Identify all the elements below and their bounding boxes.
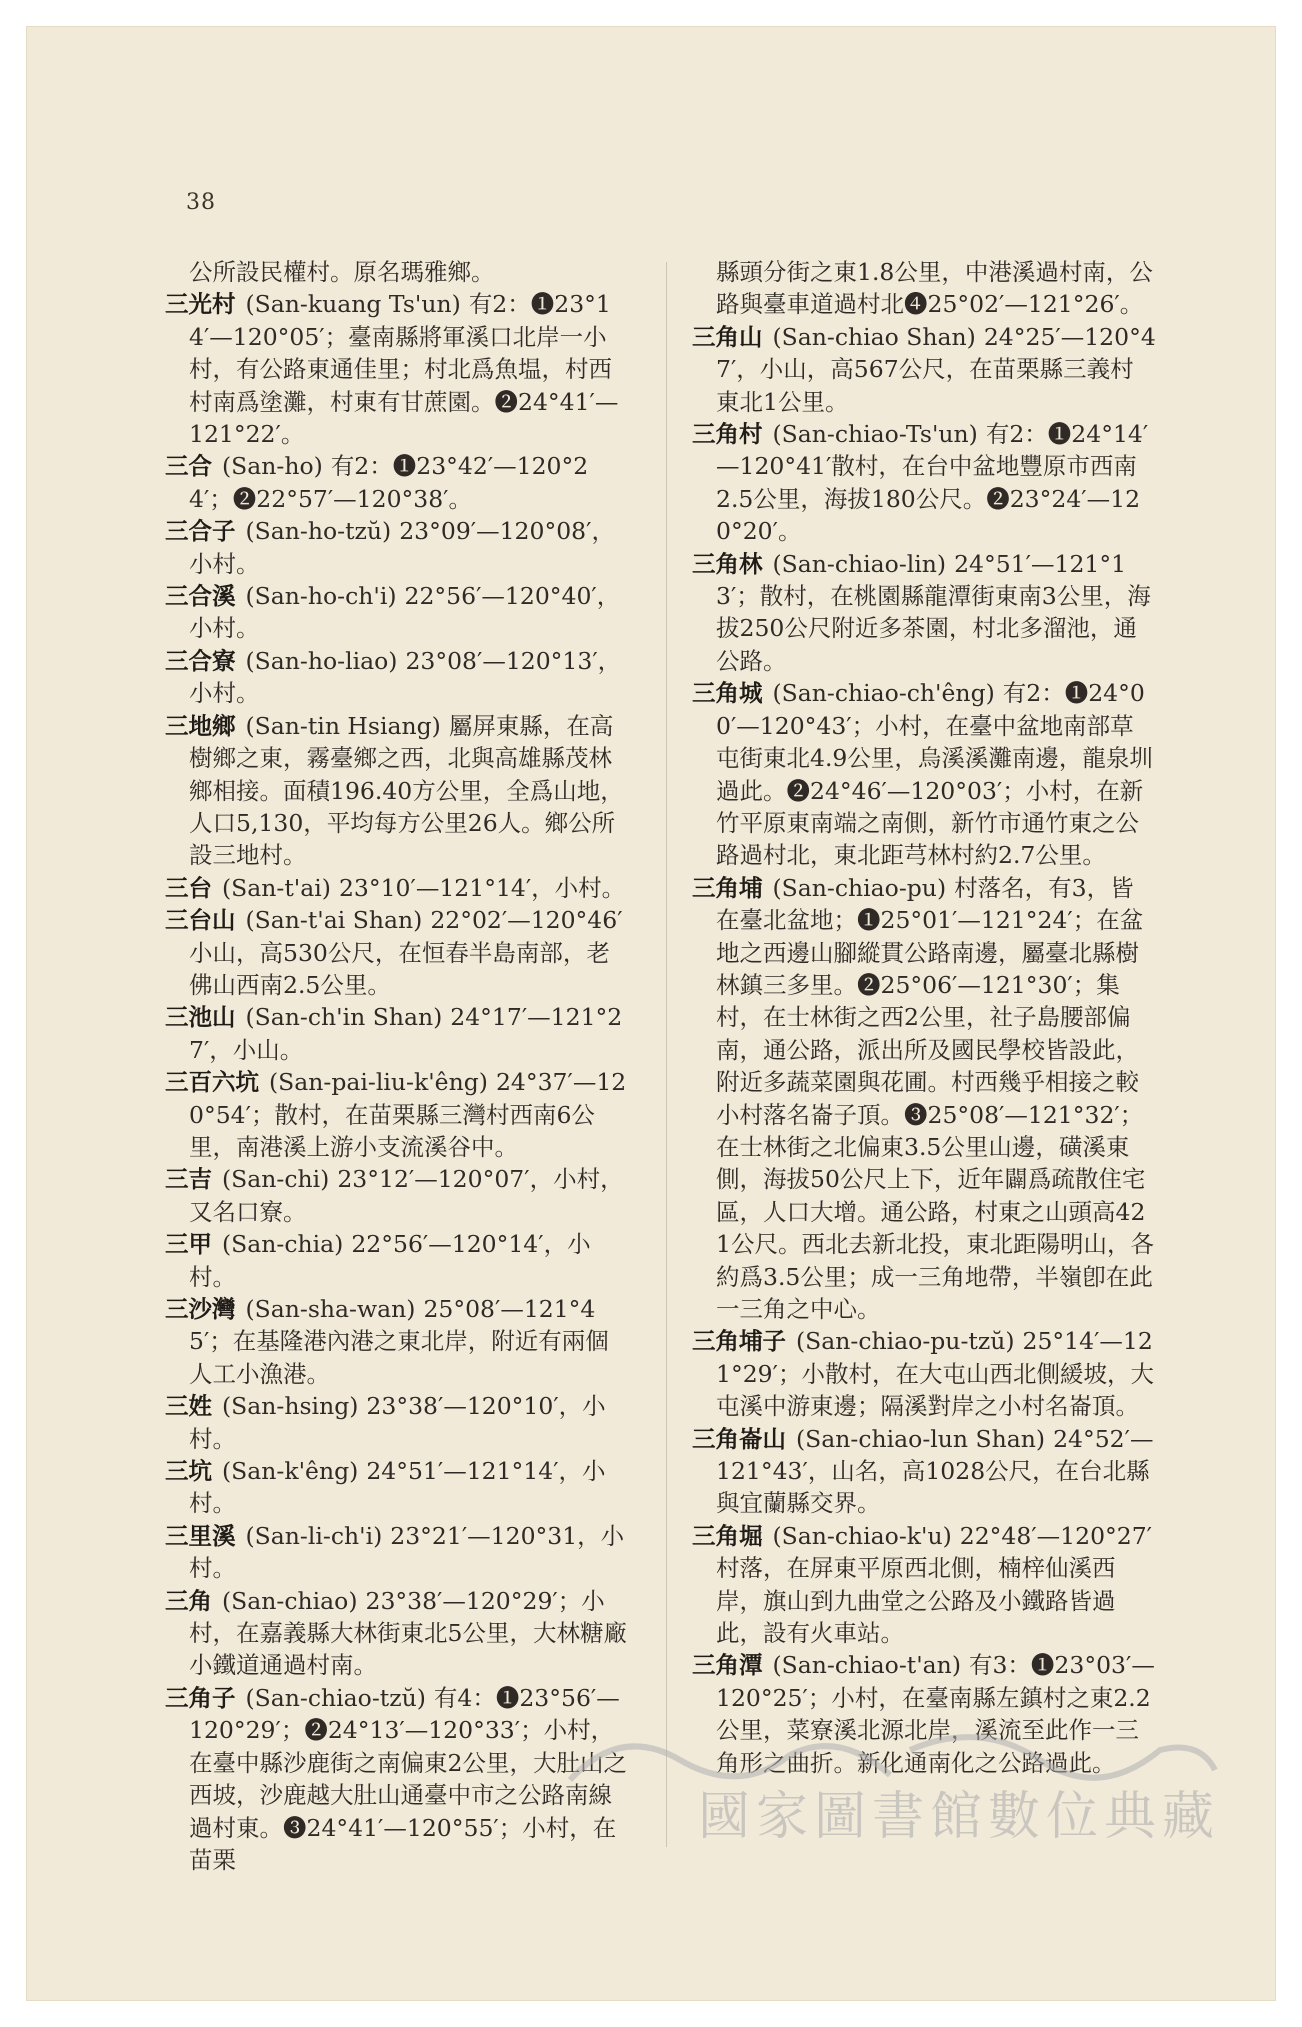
gazetteer-entry	[165, 1228, 630, 1293]
column-divider	[666, 262, 667, 1847]
gazetteer-entry	[165, 1455, 630, 1520]
entry-headword: 三吉	[165, 1165, 212, 1194]
entry-romanization: (San-chiao-t'an)	[772, 1651, 961, 1680]
entry-headword: 三角埔	[692, 873, 763, 902]
gazetteer-entry	[692, 872, 1157, 1326]
entry-headword: 三光村	[165, 290, 236, 319]
entry-romanization: (San-t'ai Shan)	[245, 906, 423, 935]
entry-text: 25°14′—121°29′；小散村，在大屯山西北側緩坡，大屯溪中游東邊；隔溪對岸之小村名崙頂。	[716, 1327, 1154, 1421]
entry-text: 有2：❶24°00′—120°43′；小村，在臺中盆地南部草屯街東北4.9公里，烏溪溪灘南邊，龍泉圳過此。❷24°46′—120°03′；小村，在新竹平原東南端之南側，新竹市通竹東之公路過村北，東北距芎林村約2.7公里。	[716, 679, 1153, 870]
entry-romanization: (San-hsing)	[222, 1392, 359, 1421]
gazetteer-entry	[165, 1520, 630, 1585]
entry-text: 24°17′—121°27′，小山。	[189, 1003, 623, 1064]
gazetteer-entry	[692, 677, 1157, 871]
entry-text: 有2：❶23°42′—120°24′；❷22°57′—120°38′。	[189, 452, 589, 513]
entry-text: 23°21′—120°31，小村。	[189, 1521, 625, 1583]
entry-romanization: (San-pai-liu-k'êng)	[269, 1068, 488, 1097]
entry-headword: 三角村	[692, 420, 763, 449]
entry-text: 有4：❶23°56′—120°29′；❷24°13′—120°33′；小村，在臺中縣沙鹿街之南偏東2公里，大肚山之西坡，沙鹿越大肚山通臺中市之公路南線過村東。❸24°41′—120°55′；小村，在苗栗	[189, 1683, 627, 1874]
entry-headword: 三合子	[165, 517, 236, 546]
gazetteer-entry	[692, 548, 1157, 678]
entry-text: 屬屏東縣，在高樹鄉之東，霧臺鄉之西，北與高雄縣茂林鄉相接。面積196.40方公里，全爲山地，人口5,130，平均每方公里26人。鄉公所設三地村。	[189, 711, 624, 870]
right-column	[692, 256, 1157, 1779]
gazetteer-entry	[165, 872, 630, 904]
gazetteer-entry	[165, 450, 630, 515]
entry-text: 22°56′—120°40′，小村。	[189, 582, 621, 643]
entry-headword: 三角子	[165, 1683, 236, 1712]
watermark-text: 國家圖書館數位典藏	[697, 1787, 1220, 1847]
gazetteer-entry	[165, 1293, 630, 1390]
entry-romanization: (San-chia)	[222, 1230, 344, 1259]
entry-text: 22°02′—120°46′小山，高530公尺，在恒春半島南部，老佛山西南2.5公里。	[189, 906, 623, 999]
entry-text: 25°08′—121°45′；在基隆港內港之東北岸，附近有兩個人工小漁港。	[189, 1295, 609, 1388]
entry-headword: 三合溪	[165, 582, 236, 611]
entry-romanization: (San-ho-tzŭ)	[245, 517, 392, 546]
entry-headword: 三池山	[165, 1003, 236, 1032]
gazetteer-entry	[165, 580, 630, 645]
entry-text: 公所設民權村。原名瑪雅鄉。	[189, 258, 495, 286]
gazetteer-entry	[165, 515, 630, 580]
entry-romanization: (San-t'ai)	[222, 873, 331, 902]
gazetteer-entry	[692, 1423, 1157, 1520]
entry-romanization: (San-chiao-ch'êng)	[772, 679, 995, 708]
entry-romanization: (San-chi)	[222, 1165, 330, 1194]
entry-headword: 三合寮	[165, 646, 236, 675]
entry-headword: 三角山	[692, 322, 763, 351]
gazetteer-entry	[692, 1520, 1157, 1650]
entry-text: 有2：❶24°14′—120°41′散村，在台中盆地豐原市西南2.5公里，海拔180公尺。❷23°24′—120°20′。	[716, 420, 1149, 546]
entry-romanization: (San-tin Hsiang)	[245, 711, 441, 740]
entry-text: 縣頭分街之東1.8公里，中港溪過村南，公路與臺車道過村北❹25°02′—121°26′。	[716, 258, 1153, 319]
left-column	[165, 256, 630, 1876]
entry-text: 23°10′—121°14′，小村。	[338, 873, 626, 902]
entry-romanization: (San-chiao-Ts'un)	[772, 420, 978, 449]
entry-text: 22°48′—120°27′村落，在屏東平原西北側，楠梓仙溪西岸，旗山到九曲堂之公路及小鐵路皆過此，設有火車站。	[716, 1521, 1153, 1648]
gazetteer-entry	[165, 288, 630, 450]
entry-romanization: (San-chiao-tzŭ)	[245, 1683, 426, 1712]
entry-romanization: (San-ho-ch'i)	[245, 582, 397, 611]
entry-romanization: (San-chiao-lin)	[772, 549, 947, 578]
entry-text: 有2：❶23°14′—120°05′；臺南縣將軍溪口北岸一小村，有公路東通佳里；村北爲魚塭，村西村南爲塗灘，村東有甘蔗園。❷24°41′—121°22′。	[189, 290, 619, 449]
gazetteer-entry	[165, 904, 630, 1001]
entry-text: 村落名，有3，皆在臺北盆地；❶25°01′—121°24′；在盆地之西邊山腳縱貫公路南邊，屬臺北縣樹林鎮三多里。❷25°06′—121°30′；集村，在士林街之西2公里，社子島腰部偏南，通公路，派出所及國民學校皆設此，附近多蔬菜園與花圃。村西幾乎相接之較小村落名崙子頂。❸25°08′—121°32′；在士林街之北偏東3.5公里山邊，磺溪東側，海拔50公尺上下，近年闢爲疏散住宅區，人口大增。通公路，村東之山頭高421公尺。西北去新北投，東北距陽明山，各約爲3.5公里；成一三角地帶，半嶺卽在此一三角之中心。	[716, 873, 1154, 1323]
gazetteer-entry	[165, 645, 630, 710]
entry-romanization: (San-chiao Shan)	[772, 322, 976, 351]
entry-text: 23°08′—120°13′，小村。	[189, 646, 622, 708]
entry-headword: 三角城	[692, 679, 763, 708]
entry-text: 24°51′—121°14′，小村。	[189, 1457, 606, 1518]
entry-text: 24°25′—120°47′，小山，高567公尺，在苗栗縣三義村東北1公里。	[716, 322, 1156, 416]
entry-romanization: (San-chiao-pu)	[772, 873, 947, 902]
gazetteer-entry	[165, 1066, 630, 1163]
gazetteer-entry	[165, 1163, 630, 1228]
entry-text: 24°37′—120°54′；散村，在苗栗縣三灣村西南6公里，南港溪上游小支流溪谷中。	[189, 1068, 627, 1161]
entry-text: 22°56′—120°14′，小村。	[189, 1230, 591, 1291]
gazetteer-entry	[692, 418, 1157, 548]
entry-romanization: (San-chiao-k'u)	[772, 1521, 952, 1550]
entry-headword: 三里溪	[165, 1521, 236, 1550]
entry-text: 23°38′—120°10′，小村。	[189, 1392, 606, 1453]
entry-headword: 三合	[165, 452, 212, 481]
entry-headword: 三百六坑	[165, 1068, 259, 1097]
entry-headword: 三台	[165, 873, 212, 902]
entry-headword: 三地鄉	[165, 711, 236, 740]
continued-text	[692, 256, 1157, 321]
entry-romanization: (San-sha-wan)	[245, 1295, 416, 1323]
gazetteer-entry	[165, 1390, 630, 1455]
entry-romanization: (San-ch'in Shan)	[245, 1003, 443, 1032]
entry-headword: 三姓	[165, 1392, 212, 1421]
entry-headword: 三甲	[165, 1230, 212, 1259]
entry-headword: 三角潭	[692, 1651, 763, 1680]
continued-text	[165, 256, 630, 288]
gazetteer-entry	[165, 710, 630, 872]
entry-headword: 三角埔子	[692, 1327, 786, 1356]
entry-text: 23°12′—120°07′，小村，又名口寮。	[189, 1165, 624, 1226]
entry-headword: 三沙灣	[165, 1295, 236, 1323]
entry-headword: 三台山	[165, 906, 236, 935]
entry-headword: 三角	[165, 1586, 212, 1615]
gazetteer-entry	[165, 1585, 630, 1682]
entry-romanization: (San-chiao-lun Shan)	[796, 1424, 1046, 1453]
entry-romanization: (San-ho)	[222, 452, 323, 481]
library-watermark	[560, 1720, 1220, 1847]
page-number: 38	[186, 190, 216, 215]
entry-romanization: (San-k'êng)	[222, 1457, 359, 1486]
entry-romanization: (San-ho-liao)	[245, 646, 398, 675]
entry-text: 有3：❶23°03′—120°25′；小村，在臺南縣左鎮村之東2.2公里，菜寮溪北源北岸，溪流至此作一三角形之曲折。新化通南化之公路過此。	[716, 1651, 1155, 1777]
entry-headword: 三坑	[165, 1457, 212, 1486]
entry-text: 23°09′—120°08′，小村。	[189, 517, 615, 578]
gazetteer-entry	[692, 321, 1157, 418]
entry-romanization: (San-kuang Ts'un)	[245, 290, 461, 319]
entry-romanization: (San-chiao-pu-tzŭ)	[796, 1327, 1015, 1356]
entry-romanization: (San-chiao)	[222, 1586, 358, 1615]
gazetteer-entry	[165, 1001, 630, 1066]
entry-romanization: (San-li-ch'i)	[245, 1521, 383, 1550]
entry-headword: 三角崙山	[692, 1424, 786, 1453]
entry-headword: 三角堀	[692, 1521, 763, 1550]
entry-headword: 三角林	[692, 549, 763, 578]
entry-text: 23°38′—120°29′；小村，在嘉義縣大林街東北5公里，大林糖廠小鐵道通過村南。	[189, 1586, 627, 1680]
entry-text: 24°52′—121°43′，山名，高1028公尺，在台北縣與宜蘭縣交界。	[716, 1424, 1154, 1518]
gazetteer-entry	[692, 1325, 1157, 1422]
entry-text: 24°51′—121°13′；散村，在桃園縣龍潭街東南3公里，海拔250公尺附近多茶園，村北多溜池，通公路。	[716, 549, 1151, 675]
